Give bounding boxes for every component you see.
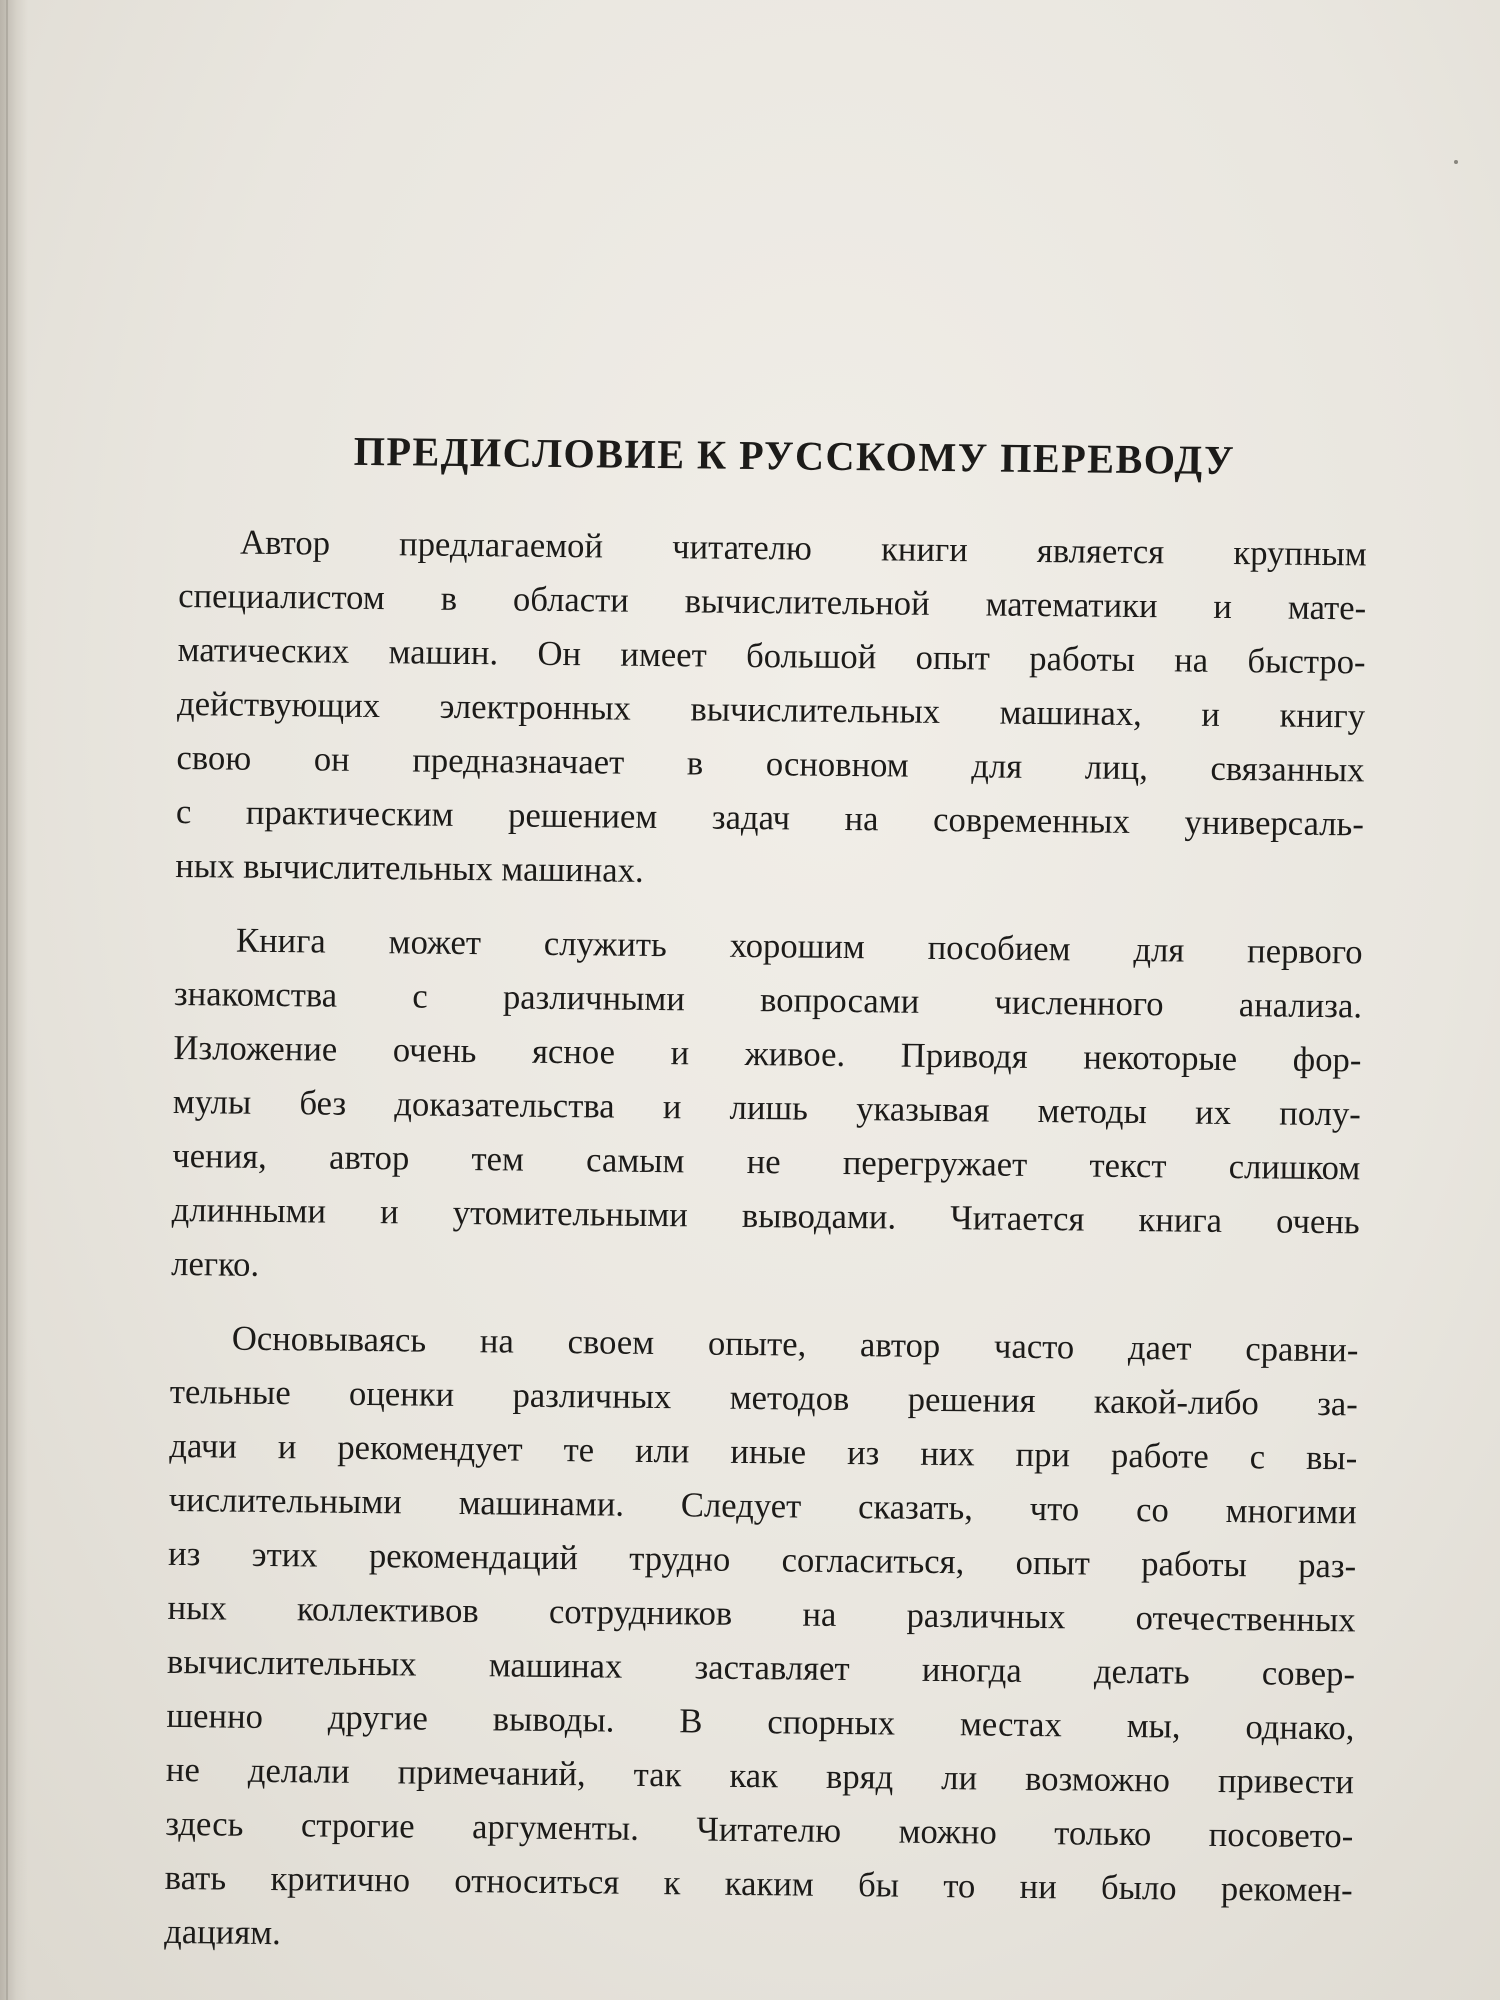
text-line: Изложение очень ясное и живое. Приводя некоторые фор- [173,1027,1362,1080]
text-line: действующих электронных вычислительных машинах, и книгу [176,683,1366,736]
text-line: здесь строгие аргументы. Читателю можно только посовето- [165,1803,1354,1856]
text-line: из этих рекомендаций трудно согласиться, опыт работы раз- [167,1533,1357,1586]
text-line: не делали примечаний, так как вряд ли возможно привести [165,1749,1355,1802]
paragraph-1 [175,515,1367,905]
text-line: тельные оценки различных методов решения какой-либо за- [169,1371,1359,1424]
text-line: знакомства с различными вопросами численного анализа. [173,973,1363,1026]
text-line: специалистом в области вычислительной математики и мате- [178,575,1367,628]
page-edge-shadow [0,0,28,2000]
paragraph-3 [164,1311,1359,1971]
text-line: вычислительных машинах заставляет иногда делать совер- [166,1641,1356,1694]
paper-speck [1454,160,1458,164]
text-block [164,425,1380,1991]
text-line: матических машин. Он имеет большой опыт работы на быстро- [177,629,1366,682]
text-line: ных коллективов сотрудников на различных отечественных [167,1587,1356,1640]
page-gutter [6,0,8,2000]
text-line: шенно другие выводы. В спорных местах мы, однако, [166,1695,1355,1748]
text-line: Книга может служить хорошим пособием для первого [235,920,1363,972]
text-line: свою он предназначает в основном для лиц, связанных [176,737,1365,790]
text-line: Основываясь на своем опыте, автор часто дает сравни- [231,1318,1359,1370]
text-line: ных вычислительных машинах. [175,845,644,890]
text-line: дациям. [164,1911,282,1953]
text-line: вать критично относиться к каким бы то ни было рекомен- [164,1857,1353,1910]
paragraph-2 [171,913,1363,1303]
text-line: с практическим решением задач на современных универсаль- [175,791,1365,844]
text-line: числительными машинами. Следует сказать, что со многими [168,1479,1357,1532]
text-line: чения, автор тем самым не перегружает текст слишком [172,1135,1361,1188]
text-line: легко. [171,1243,260,1284]
text-line: Автор предлагаемой читателю книги является крупным [239,522,1367,574]
page-title: ПРЕДИСЛОВИЕ К РУССКОМУ ПЕРЕВОДУ [353,427,1236,484]
text-line: дачи и рекомендует те или иные из них при работе с вы- [169,1425,1358,1478]
text-line: мулы без доказательства и лишь указывая методы их полу- [172,1081,1362,1134]
text-line: длинными и утомительными выводами. Читается книга очень [171,1189,1360,1242]
